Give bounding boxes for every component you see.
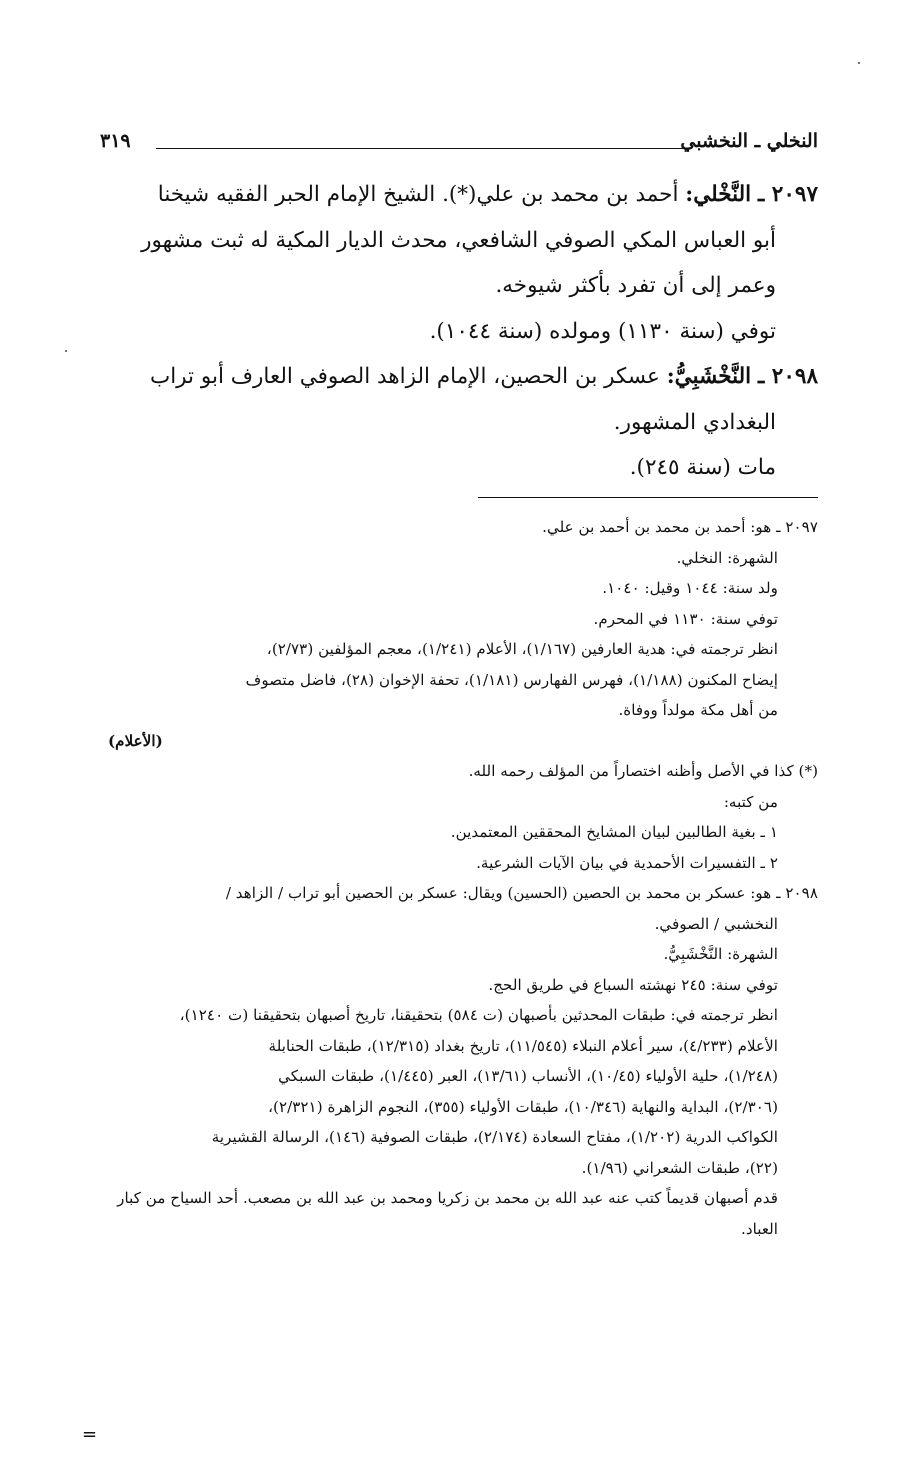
note-2098-line: ٢٠٩٨ ـ هو: عسكر بن محمد بن الحصين (الحسين) ويقال: عسكر بن الحصين أبو تراب / الزاهد / — [225, 884, 818, 902]
note-2098-line: (٢٢)، طبقات الشعراني (١/٩٦). — [581, 1158, 778, 1177]
header-rule — [156, 148, 688, 149]
scan-speck — [858, 62, 860, 64]
header-title: النخلي ـ النخشبي — [680, 130, 818, 152]
note-2097-line: من أهل مكة مولداً ووفاة. — [618, 701, 778, 719]
note-2097-line: انظر ترجمته في: هدية العارفين (١/١٦٧)، الأعلام (١/٢٤١)، معجم المؤلفين (٢/٧٣)، — [266, 640, 778, 658]
note-2098-line: العباد. — [741, 1219, 778, 1238]
note-2098-line: النخشبي / الصوفي. — [654, 914, 778, 933]
note-2098-line: الشهرة: النَّخْشَبِيُّ. — [663, 945, 778, 963]
note-2098-line: انظر ترجمته في: طبقات المحدثين بأصبهان (ت ٥٨٤) بتحقيقنا، تاريخ أصبهان بتحقيقنا (ت ١٢٤٠)، — [179, 1006, 778, 1024]
note-2098-line: قدم أصبهان قديماً كتب عنه عبد الله بن محمد بن زكريا ومحمد بن عبد الله بن مصعب. أحد السياح من كبار — [117, 1189, 778, 1207]
entry-2097-line-4: توفي (سنة ١١٣٠) ومولده (سنة ١٠٤٤). — [429, 318, 776, 344]
note-star-line: من كتبه: — [723, 792, 778, 811]
entry-number: ٢٠٩٧ ـ — [758, 182, 818, 207]
note-2097-source-tag: (الأعلام) — [108, 731, 163, 750]
note-2098-line: الكواكب الدرية (١/٢٠٢)، مفتاح السعادة (٢/١٧٤)، طبقات الصوفية (١٤٦)، الرسالة القشيرية — [211, 1128, 778, 1146]
page-number: ٣١٩ — [100, 130, 131, 152]
note-2098-line: (١/٢٤٨)، حلية الأولياء (١٠/٤٥)، الأنساب (١٣/٦١)، العبر (١/٤٤٥)، طبقات السبكي — [278, 1067, 778, 1085]
note-2097-line: ولد سنة: ١٠٤٤ وقيل: ١٠٤٠. — [602, 579, 778, 597]
note-2097-line: توفي سنة: ١١٣٠ في المحرم. — [593, 609, 778, 628]
entry-2098-line-3: مات (سنة ٢٤٥). — [629, 455, 776, 480]
footnotes — [100, 512, 818, 1244]
entry-keyword: النَّخْلي: — [685, 182, 752, 207]
note-2098-line: توفي سنة: ٢٤٥ نهشته السباع في طريق الحج. — [488, 975, 778, 994]
note-2098-line: الأعلام (٤/٢٣٣)، سير أعلام النبلاء (١١/٥٤٥)، تاريخ بغداد (١٢/٣١٥)، طبقات الحنابلة — [268, 1036, 778, 1055]
note-2097-line: الشهرة: النخلي. — [676, 548, 778, 567]
main-text — [100, 172, 818, 491]
entry-2097-line-2: أبو العباس المكي الصوفي الشافعي، محدث الديار المكية له ثبت مشهور — [141, 227, 776, 253]
entry-text: أحمد بن محمد بن علي(*). الشيخ الإمام الحبر الفقيه شيخنا — [157, 182, 679, 207]
running-header — [100, 128, 818, 162]
entry-number: ٢٠٩٨ ـ — [758, 364, 818, 389]
note-2097-line: إيضاح المكنون (١/١٨٨)، فهرس الفهارس (١/١٨١)، تحفة الإخوان (٢٨)، فاضل متصوف — [245, 670, 778, 689]
entry-2098-line-1 — [100, 354, 818, 400]
note-2098-line: (٢/٣٠٦)، البداية والنهاية (١٠/٣٤٦)، طبقات الأولياء (٣٥٥)، النجوم الزاهرة (٢/٣٢١)، — [268, 1097, 778, 1116]
continuation-mark: = — [82, 1424, 98, 1445]
note-star-line: ٢ ـ التفسيرات الأحمدية في بيان الآيات الشرعية. — [476, 853, 778, 872]
note-star-line: (*) كذا في الأصل وأظنه اختصاراً من المؤلف رحمه الله. — [468, 762, 818, 780]
entry-2097-line-3: وعمر إلى أن تفرد بأكثر شيوخه. — [495, 273, 776, 298]
entry-text: عسكر بن الحصين، الإمام الزاهد الصوفي العارف أبو تراب — [149, 364, 660, 389]
entry-keyword: النَّخْشَبِيُّ: — [666, 364, 752, 389]
footnote-separator — [478, 497, 818, 498]
note-2097-line: ٢٠٩٧ ـ هو: أحمد بن محمد بن أحمد بن علي. — [542, 518, 818, 536]
note-star-line: ١ ـ بغية الطالبين لبيان المشايخ المحققين المعتمدين. — [450, 823, 778, 841]
scan-speck — [65, 350, 67, 352]
entry-2097-line-1 — [100, 172, 818, 218]
entry-2098-line-2: البغدادي المشهور. — [613, 409, 776, 435]
